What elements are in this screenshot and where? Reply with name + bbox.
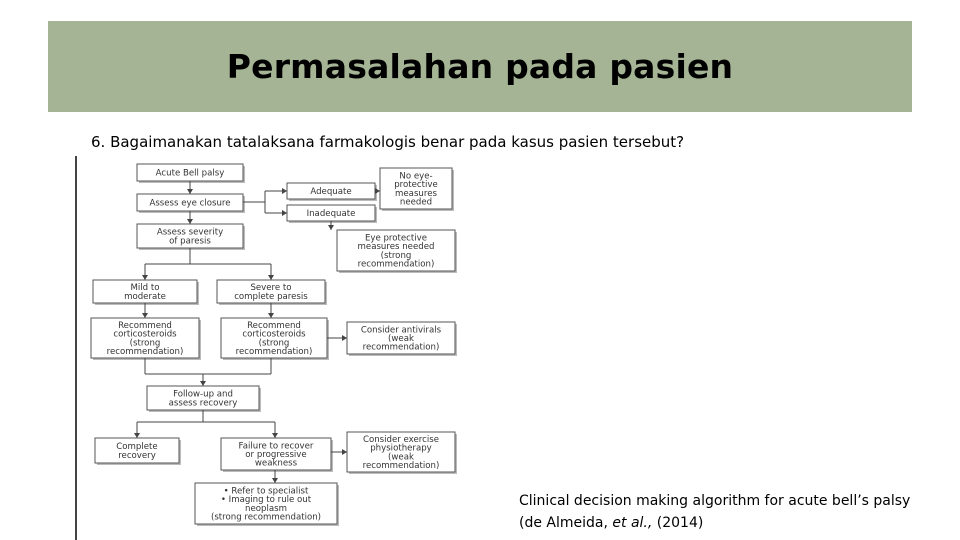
box-text: weakness [254, 458, 298, 469]
flow-box-complete [95, 438, 181, 465]
flow-box-no-eye [380, 168, 454, 211]
box-text: corticosteroids [113, 329, 177, 340]
flow-box-mild [93, 280, 199, 305]
box-text: Consider antivirals [360, 325, 442, 336]
arrow-head [342, 449, 347, 455]
box-text: recommendation) [362, 460, 440, 471]
box-text: Assess eye closure [149, 198, 231, 209]
flow-box-severe [217, 280, 327, 305]
box-text: Eye protective [364, 233, 428, 244]
figure-caption [519, 490, 910, 534]
arrow-head [134, 433, 140, 438]
box-text: Mild to [130, 283, 160, 294]
flow-box-adequate [287, 183, 377, 201]
flowchart-image [75, 156, 488, 540]
flowchart-diagram [75, 156, 488, 540]
box-text: Severe to [250, 283, 292, 294]
box-text: Acute Bell palsy [155, 168, 225, 179]
box-text: corticosteroids [242, 329, 306, 340]
arrow-head [200, 381, 206, 386]
box-text: (weak [388, 334, 414, 344]
slide-title: Permasalahan pada pasien [226, 47, 734, 86]
box-text: No eye- [399, 171, 433, 182]
box-text: or progressive [245, 450, 307, 460]
arrow-head [375, 188, 380, 194]
flow-box-rec1 [91, 318, 201, 360]
caption-author: (de Almeida, [519, 515, 613, 531]
arrow-head [272, 433, 278, 438]
arrow-head [342, 335, 347, 341]
box-text: recommendation) [357, 259, 435, 270]
box-text: Recommend [118, 321, 172, 332]
box-text: needed [399, 197, 433, 208]
flow-box-inadequate [287, 205, 377, 223]
box-text: measures needed [357, 242, 435, 253]
box-text: measures [395, 188, 437, 199]
caption-et-al: et al., [612, 515, 653, 531]
box-text: protective [394, 180, 438, 191]
flow-box-acute [137, 164, 245, 183]
box-text: recommendation) [106, 346, 184, 357]
box-text: Assess severity [156, 227, 224, 238]
box-text: of paresis [169, 236, 211, 247]
box-text: (strong recommendation) [210, 512, 322, 523]
arrow-head [268, 313, 274, 318]
box-text: • Imaging to rule out [220, 495, 312, 506]
title-bar [48, 21, 912, 112]
box-text: • Refer to specialist [223, 486, 309, 497]
box-text: complete paresis [234, 291, 308, 302]
flow-box-exercise [347, 432, 457, 474]
flow-box-refer [195, 483, 339, 526]
box-text: moderate [124, 291, 166, 302]
flow-box-rec2 [221, 318, 329, 360]
arrow-head [142, 313, 148, 318]
box-text: recommendation) [235, 346, 313, 357]
arrow-head [142, 275, 148, 280]
box-text: Failure to recover [238, 441, 314, 452]
box-text: (strong [258, 338, 290, 349]
arrow-head [328, 225, 334, 230]
arrow-head [187, 189, 193, 194]
box-text: recovery [118, 450, 156, 461]
flow-box-failure [221, 438, 333, 472]
flow-box-assess-sev [137, 224, 245, 250]
box-text: neoplasm [245, 503, 287, 514]
box-text: physiotherapy [370, 443, 432, 454]
arrow-head [272, 478, 278, 483]
box-text: assess recovery [168, 398, 238, 409]
arrow-head [282, 210, 287, 216]
flow-box-eye-prot [337, 230, 457, 273]
box-text: (weak [388, 452, 414, 463]
box-text: (strong [129, 338, 161, 349]
box-text: Consider exercise [362, 435, 440, 446]
arrow-head [187, 219, 193, 224]
caption-line-1: Clinical decision making algorithm for acute bell’s palsy [519, 493, 911, 509]
caption-year: (2014) [652, 515, 704, 531]
arrow-head [282, 188, 287, 194]
caption-line-2 [519, 512, 910, 534]
box-text: Adequate [310, 187, 352, 197]
flow-box-antiviral [347, 322, 457, 356]
box-text: Recommend [247, 321, 301, 332]
box-text: Complete [116, 442, 158, 453]
flow-box-assess-eye [137, 194, 245, 213]
flow-boxes [91, 164, 457, 526]
question-text: 6. Bagaimanakan tatalaksana farmakologis benar pada kasus pasien tersebut? [91, 133, 685, 151]
box-text: (strong [380, 250, 412, 261]
box-text: recommendation) [362, 342, 440, 353]
box-text: Follow-up and [173, 389, 233, 400]
box-text: Inadequate [306, 209, 356, 219]
arrow-head [268, 275, 274, 280]
flow-box-followup [147, 386, 261, 412]
